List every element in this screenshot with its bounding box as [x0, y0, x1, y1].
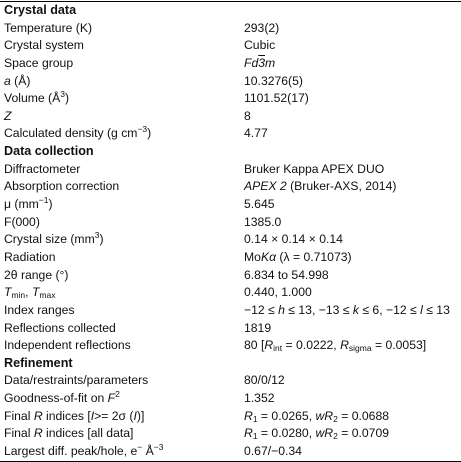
row-label: Index ranges [4, 302, 75, 317]
r-symbol: R [264, 338, 274, 353]
table-row-absorption [0, 178, 461, 196]
table-row-crystal-system [0, 37, 461, 55]
label-text: Largest diff. peak/hole, e [4, 444, 138, 459]
value-part: = 0.0688 [337, 408, 390, 423]
row-label [0, 196, 244, 214]
row-value: 1385.0 [244, 214, 282, 229]
section-header-crystal-data [0, 2, 461, 20]
row-label [0, 390, 244, 408]
index-l: l [420, 302, 423, 317]
table-row-crystal-size [0, 231, 461, 249]
row-value: Bruker Kappa APEX DUO [244, 161, 385, 176]
table-row-cell-a [0, 73, 461, 91]
separator: , [25, 285, 32, 300]
row-value: Cubic [244, 38, 276, 53]
radiation-element: Mo [244, 249, 261, 264]
r-symbol: R [33, 408, 43, 423]
label-text: Final [4, 408, 34, 423]
label-text-end: ) [147, 126, 152, 141]
row-value: 1819 [244, 320, 272, 335]
value-part: = 0.0280, [257, 426, 316, 441]
label-sup: −1 [38, 195, 49, 206]
sub-max: max [39, 290, 56, 301]
label-text: Calculated density (g cm [4, 126, 138, 141]
label-sup: 3 [94, 230, 100, 241]
label-symbol: a [4, 73, 11, 88]
index-h: h [278, 302, 285, 317]
row-value [244, 55, 461, 73]
section-title: Crystal data [4, 3, 77, 17]
table-row-data-restraints-parameters [0, 372, 461, 390]
radiation-wavelength: (λ = 0.71073) [276, 249, 352, 264]
row-value [244, 408, 461, 426]
range-part: ≤ 13, −13 ≤ [284, 302, 353, 317]
row-label: Z [4, 108, 12, 123]
wr-symbol: wR [315, 408, 334, 423]
row-value: 0.67/−0.34 [244, 444, 302, 459]
section-title: Data collection [4, 144, 94, 159]
value-part: = 0.0222, [282, 338, 341, 353]
software-name: APEX 2 [244, 179, 287, 194]
label-unit: (Å) [10, 73, 31, 88]
section-header-refinement [0, 355, 461, 373]
label-text: Volume (Å [4, 91, 61, 106]
table-row-tmin-tmax [0, 284, 461, 302]
table-row-index-ranges [0, 302, 461, 320]
range-part: ≤ 13 [422, 302, 450, 317]
row-value [244, 178, 461, 196]
i-symbol: I [90, 408, 95, 423]
table-row-diff-peak [0, 443, 461, 461]
label-text: indices [all data] [42, 426, 134, 441]
table-row-mu [0, 196, 461, 214]
table-row-independent-reflections [0, 337, 461, 355]
table-row-goodness-of-fit [0, 390, 461, 408]
r-symbol: R [340, 338, 349, 353]
label-sup: −3 [137, 124, 148, 135]
label-text: Goodness-of-fit on [4, 391, 108, 406]
table-row-space-group [0, 55, 461, 73]
row-label [0, 73, 244, 91]
label-text-end: ) [64, 91, 70, 106]
r-symbol: R [244, 408, 253, 423]
table-row-final-r-i [0, 408, 461, 426]
label-sup: − [137, 442, 143, 453]
row-value: 0.14 × 0.14 × 0.14 [244, 232, 343, 247]
sub-1: 1 [252, 431, 258, 442]
label-text: indices [ [42, 408, 91, 423]
row-label: Diffractometer [4, 161, 81, 176]
row-label: Data/restraints/parameters [4, 373, 149, 388]
i-symbol: I [133, 408, 137, 423]
row-value: 293(2) [244, 20, 280, 35]
sub-2: 2 [333, 431, 338, 442]
index-k: k [352, 302, 359, 317]
table-row-radiation [0, 249, 461, 267]
row-label [0, 231, 244, 249]
sub-1: 1 [252, 413, 258, 424]
label-text: >= 2σ ( [94, 408, 134, 423]
sub-sigma: sigma [348, 343, 372, 354]
label-text: Final [4, 426, 34, 441]
f-symbol: F [107, 391, 116, 406]
row-value: 80/0/12 [244, 373, 285, 388]
row-value: 1101.52(17) [244, 91, 309, 106]
wr-symbol: wR [315, 426, 334, 441]
table-row-reflections-collected [0, 320, 461, 338]
row-label: Absorption correction [4, 179, 120, 194]
range-part: −12 ≤ [244, 302, 279, 317]
table-row-volume [0, 90, 461, 108]
sub-2: 2 [333, 413, 338, 424]
r-symbol: R [33, 426, 43, 441]
row-label [0, 90, 244, 108]
label-sup: 3 [60, 89, 65, 100]
section-title: Refinement [4, 355, 73, 370]
sub-min: min [11, 290, 26, 301]
value-part: = 0.0709 [337, 426, 390, 441]
row-label: 2θ range (°) [4, 267, 69, 282]
row-value [244, 337, 461, 355]
row-value [244, 302, 461, 320]
row-label: Crystal system [4, 38, 84, 53]
section-header-data-collection [0, 143, 461, 161]
label-text: Crystal size (mm [4, 232, 95, 247]
row-label [0, 425, 244, 443]
table-row-temperature [0, 20, 461, 38]
row-label [0, 125, 244, 143]
row-value: 4.77 [244, 126, 268, 141]
label-sup: −3 [153, 442, 164, 453]
label-text: )] [136, 408, 145, 423]
t-symbol: T [4, 285, 12, 300]
row-value: 5.645 [244, 197, 275, 212]
row-label: Temperature (K) [4, 20, 93, 35]
row-label: Space group [4, 55, 74, 70]
row-value: 1.352 [244, 391, 275, 406]
sub-int: int [273, 343, 283, 354]
r-symbol: R [244, 426, 253, 441]
row-label: Reflections collected [4, 320, 116, 335]
space-group-symbol-end: m [265, 55, 276, 70]
row-label [0, 284, 244, 302]
table-row-diffractometer [0, 161, 461, 179]
row-value: 10.3276(5) [244, 73, 303, 88]
row-label [0, 408, 244, 426]
label-text: μ (mm [4, 197, 39, 212]
software-citation: (Bruker-AXS, 2014) [286, 179, 397, 194]
value-part: = 0.0053] [371, 338, 427, 353]
range-part: ≤ 6, −12 ≤ [358, 302, 421, 317]
label-text-end: ) [99, 232, 104, 247]
space-group-bar-digit: 3 [258, 55, 266, 70]
table-row-two-theta [0, 267, 461, 285]
t-symbol: T [31, 285, 40, 300]
table-row-density [0, 125, 461, 143]
value-part: = 0.0265, [257, 408, 316, 423]
radiation-line: Kα [260, 249, 277, 264]
crystal-data-table [0, 1, 461, 462]
row-value: 8 [244, 108, 251, 123]
row-label: Radiation [4, 249, 56, 264]
label-text-end: ) [48, 197, 53, 212]
label-sup: 2 [115, 389, 120, 400]
table-row-f000 [0, 214, 461, 232]
row-label: Independent reflections [4, 338, 131, 353]
table-row-final-r-all [0, 425, 461, 443]
row-value [244, 425, 461, 443]
row-label: F(000) [4, 214, 40, 229]
value-part: 80 [ [244, 338, 265, 353]
label-text: Å [142, 444, 154, 459]
row-value: 6.834 to 54.998 [244, 267, 329, 282]
table-row-z [0, 108, 461, 126]
row-value [244, 249, 461, 267]
row-label [0, 443, 244, 461]
space-group-symbol: Fd [244, 55, 259, 70]
row-value: 0.440, 1.000 [244, 285, 312, 300]
